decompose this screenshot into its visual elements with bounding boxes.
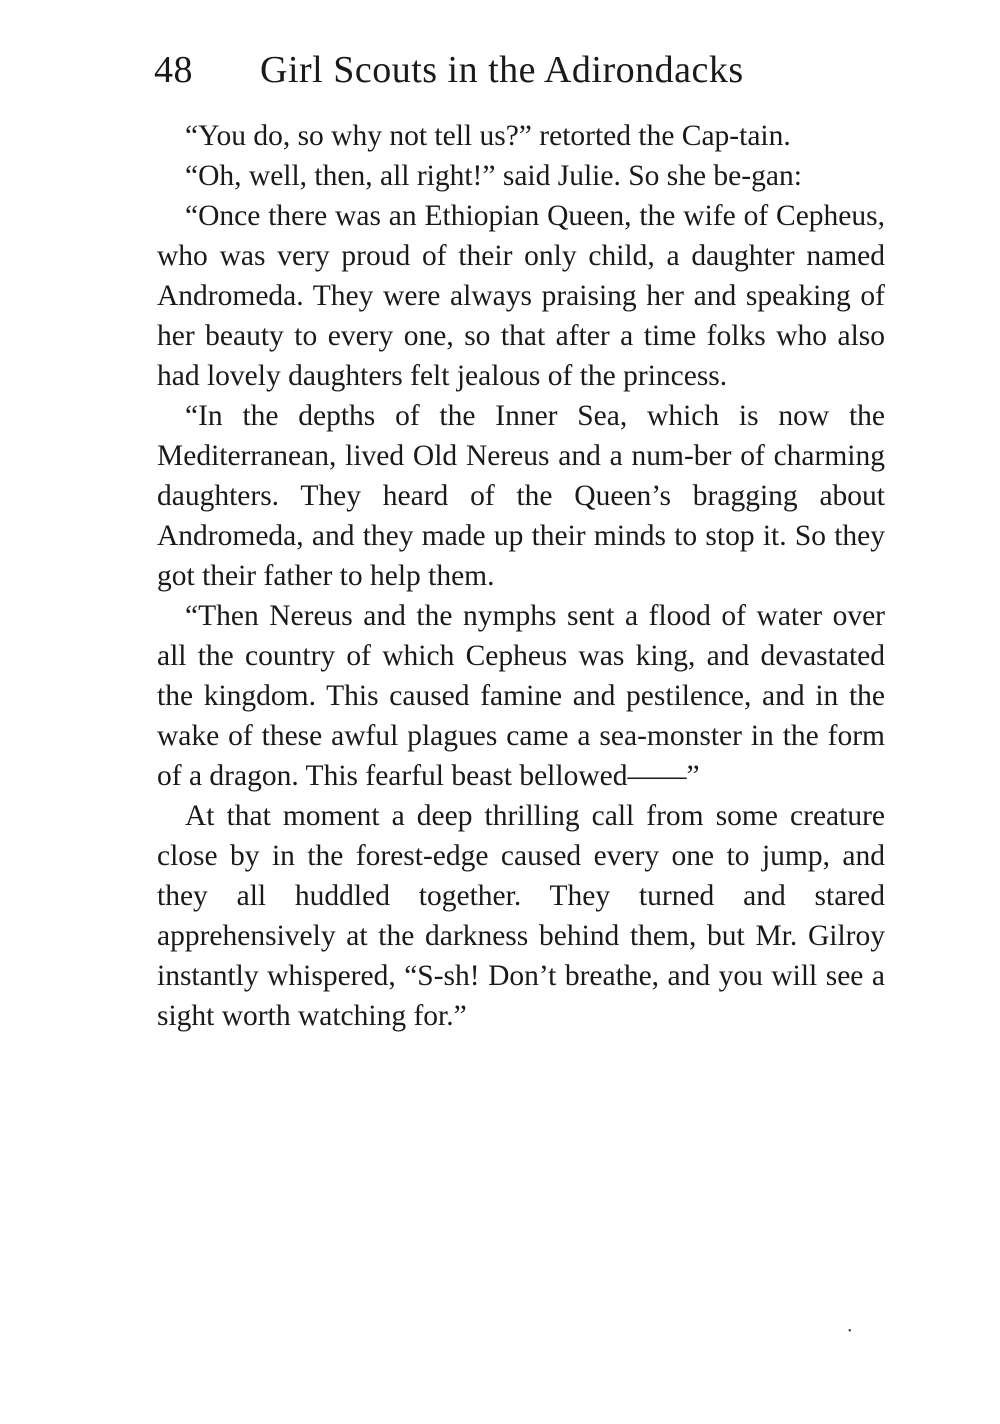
running-header [154, 44, 894, 96]
page-number: 48 [154, 49, 193, 91]
body-text [157, 116, 885, 1036]
paragraph-1: “You do, so why not tell us?” retorted the Cap-tain. [185, 120, 791, 152]
paragraph-6: At that moment a deep thrilling call from some creature close by in the forest-edge caused every one to jump, and they all huddled together. They turned and stared apprehensively at the darkness behind them, but Mr. Gilroy instantly whispered, “S-sh! Don’t breathe, and you will see a sight worth watching for.” [157, 800, 885, 1032]
paragraph-2: “Oh, well, then, all right!” said Julie. So she be-gan: [185, 160, 802, 192]
paragraph-5: “Then Nereus and the nymphs sent a flood of water over all the country of which Cepheus was king, and devastated the kingdom. This caused famine and pestilence, and in the wake of these awful plagues came a sea-monster in the form of a dragon. This fearful beast bellowed——” [157, 600, 885, 792]
print-speck-mark: • [848, 1326, 852, 1337]
paragraph-4: “In the depths of the Inner Sea, which is now the Mediterranean, lived Old Nereus and a num-ber of charming daughters. They heard of the Queen’s bragging about Andromeda, and they made up their minds to stop it. So they got their father to help them. [157, 400, 885, 592]
paragraph-3: “Once there was an Ethiopian Queen, the wife of Cepheus, who was very proud of their only child, a daughter named Andromeda. They were always praising her and speaking of her beauty to every one, so that after a time folks who also had lovely daughters felt jealous of the princess. [157, 200, 885, 392]
running-title: Girl Scouts in the Adirondacks [260, 49, 744, 91]
